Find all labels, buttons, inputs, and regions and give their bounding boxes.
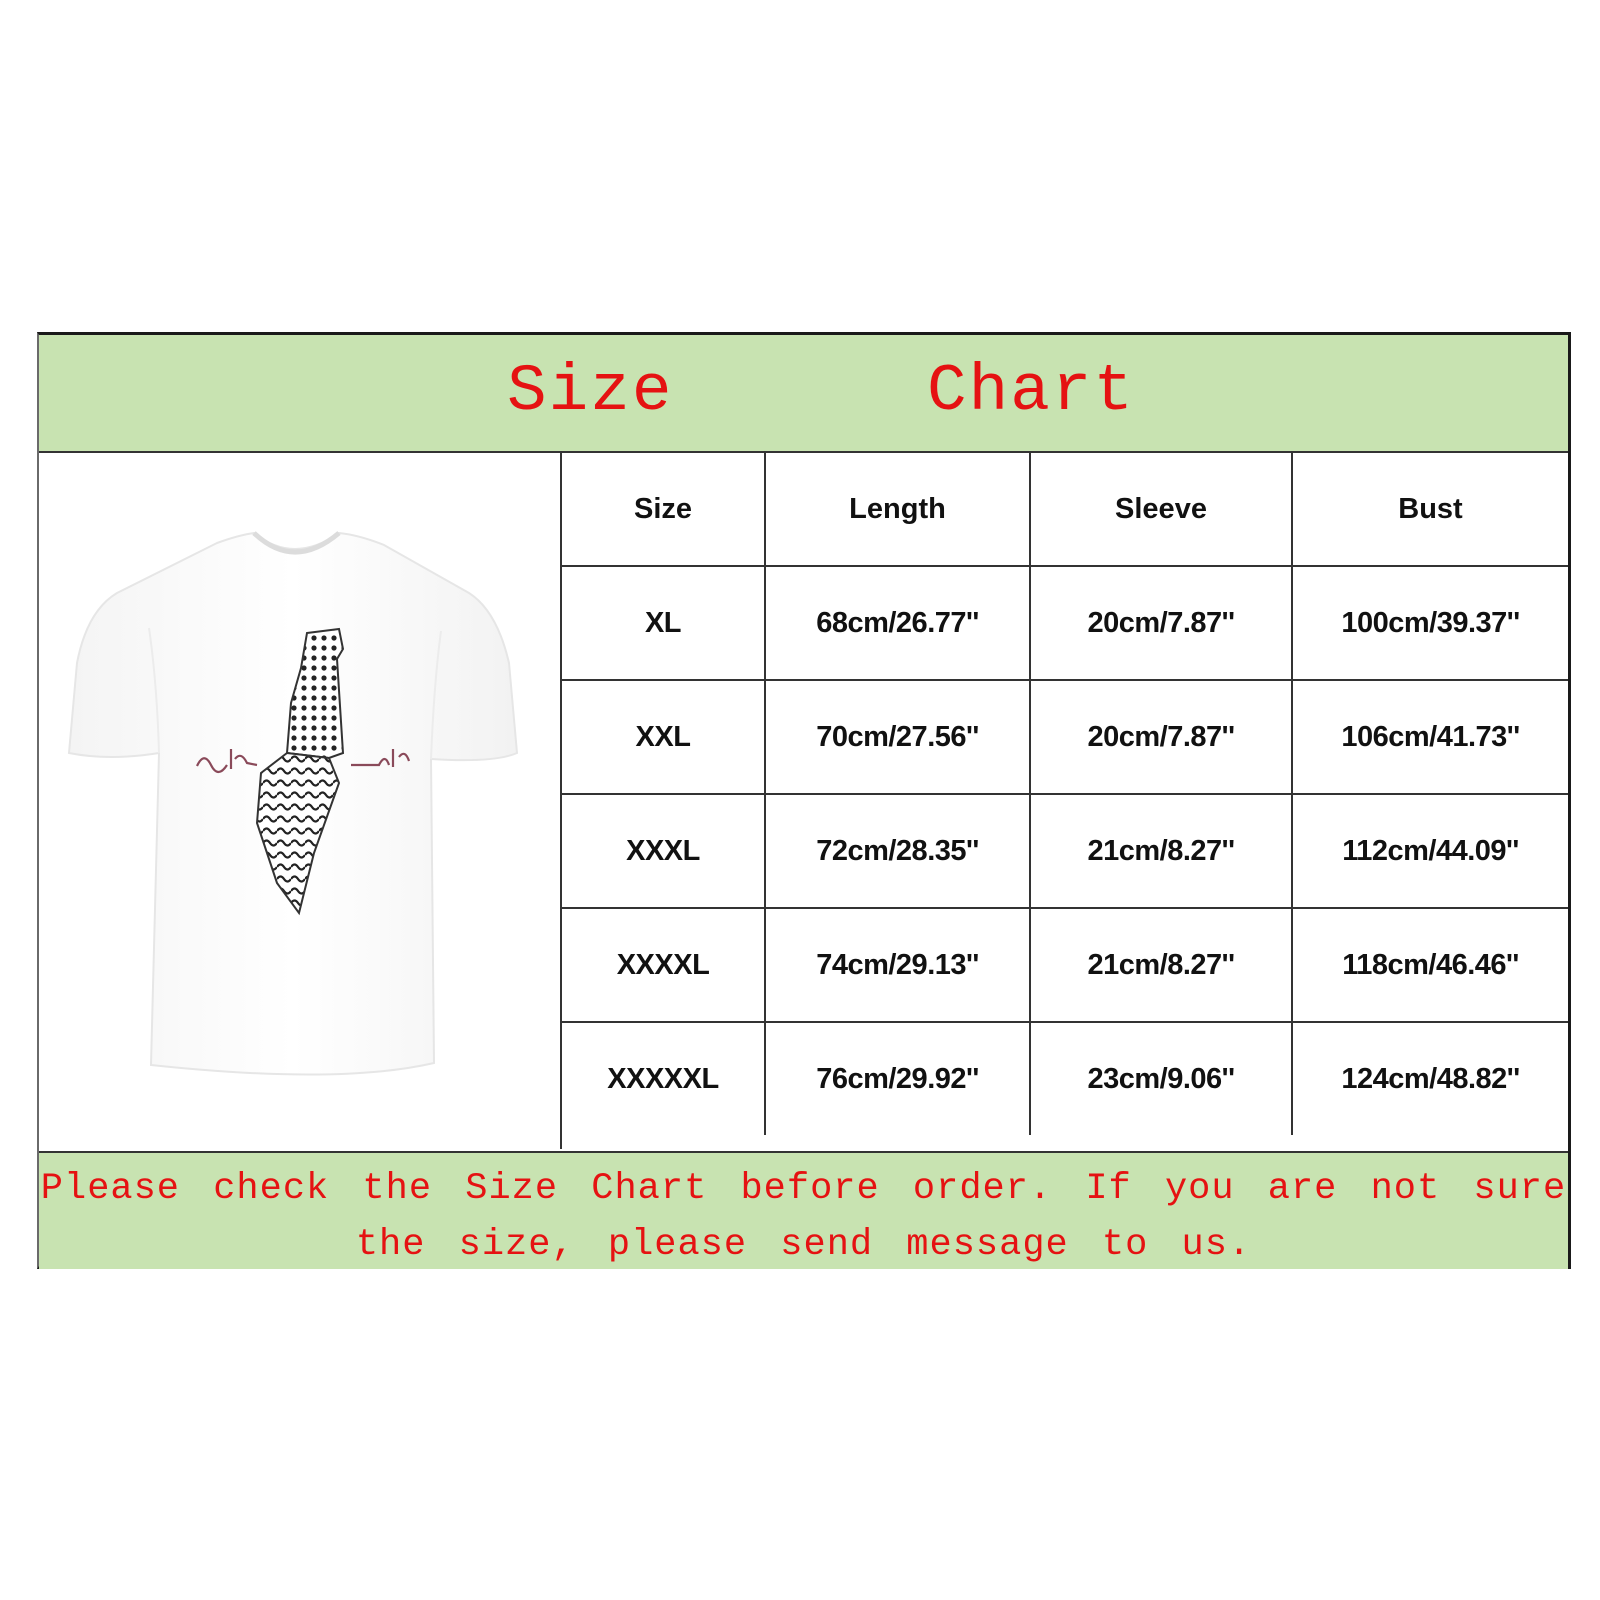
header-bust: Bust [1292, 453, 1568, 566]
note-text [39, 1161, 1568, 1273]
title-chart: Chart [927, 354, 1136, 429]
cell-sleeve: 21cm/8.27'' [1030, 908, 1292, 1022]
cell-length: 72cm/28.35'' [765, 794, 1030, 908]
table-row [562, 1022, 1568, 1135]
size-chart [37, 332, 1571, 1269]
cell-sleeve: 20cm/7.87'' [1030, 680, 1292, 794]
cell-length: 74cm/29.13'' [765, 908, 1030, 1022]
table-row [562, 794, 1568, 908]
table-header-row [562, 453, 1568, 566]
cell-sleeve: 23cm/9.06'' [1030, 1022, 1292, 1135]
size-table [562, 453, 1568, 1135]
header-size: Size [562, 453, 765, 566]
header-sleeve: Sleeve [1030, 453, 1292, 566]
product-image-cell [39, 453, 562, 1149]
cell-bust: 100cm/39.37'' [1292, 566, 1568, 680]
title-band [39, 335, 1568, 453]
cell-length: 76cm/29.92'' [765, 1022, 1030, 1135]
note-line-1: Please check the Size Chart before order. If you are not sure [40, 1168, 1567, 1210]
table-row [562, 566, 1568, 680]
cell-size: XL [562, 566, 765, 680]
cell-sleeve: 21cm/8.27'' [1030, 794, 1292, 908]
cell-bust: 106cm/41.73'' [1292, 680, 1568, 794]
table-row [562, 680, 1568, 794]
note-band [39, 1151, 1568, 1269]
cell-size: XXXL [562, 794, 765, 908]
table-row [562, 908, 1568, 1022]
cell-bust: 112cm/44.09'' [1292, 794, 1568, 908]
cell-size: XXXXXL [562, 1022, 765, 1135]
cell-size: XXL [562, 680, 765, 794]
note-line-2: the size, please send message to us. [355, 1224, 1252, 1266]
header-length: Length [765, 453, 1030, 566]
cell-length: 70cm/27.56'' [765, 680, 1030, 794]
cell-size: XXXXL [562, 908, 765, 1022]
title-size: Size [507, 354, 674, 429]
cell-bust: 124cm/48.82'' [1292, 1022, 1568, 1135]
tshirt-icon [39, 453, 560, 1149]
cell-bust: 118cm/46.46'' [1292, 908, 1568, 1022]
cell-sleeve: 20cm/7.87'' [1030, 566, 1292, 680]
cell-length: 68cm/26.77'' [765, 566, 1030, 680]
